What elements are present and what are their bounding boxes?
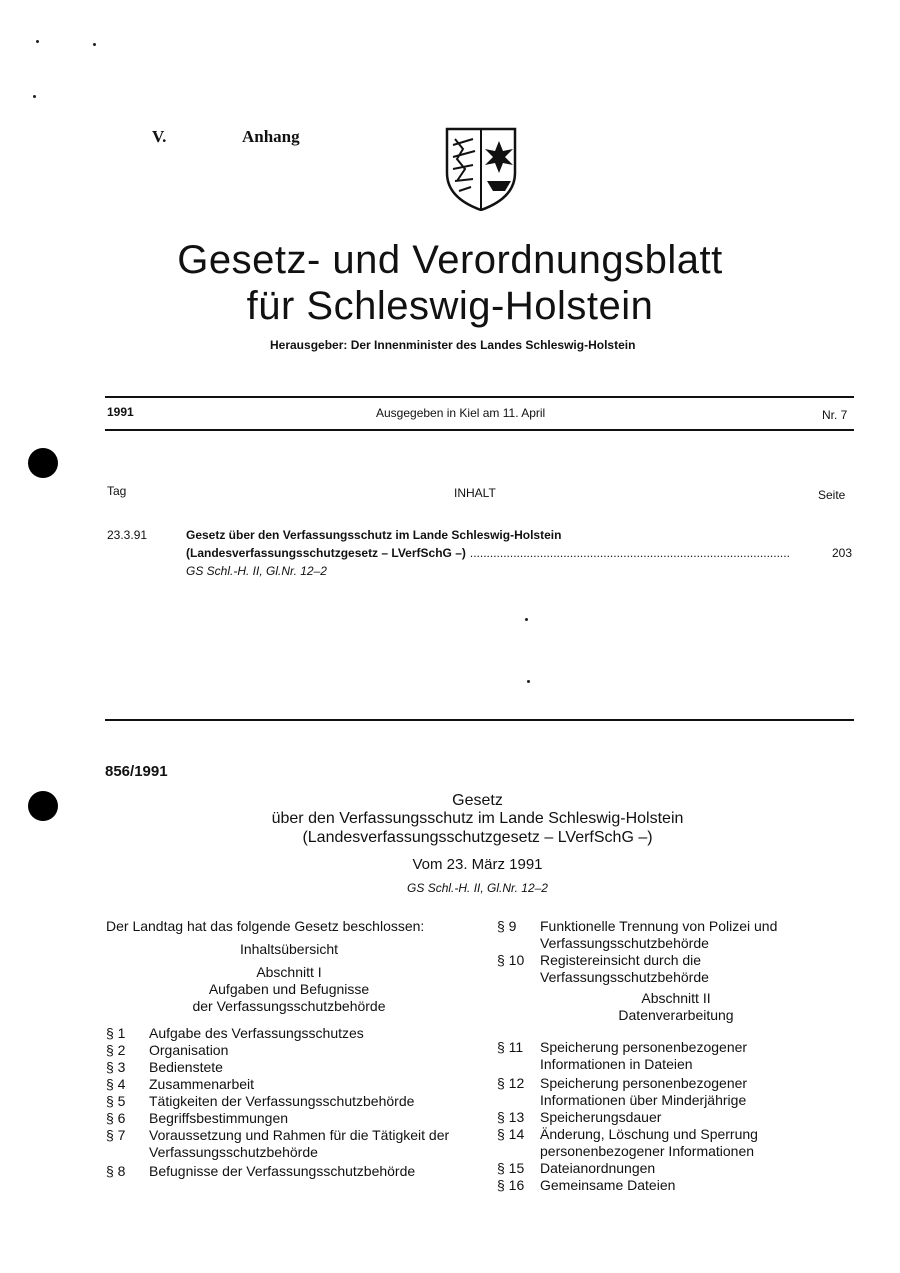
toc-left-column [106, 918, 472, 1180]
gazette-title-line2: für Schleswig-Holstein [246, 284, 654, 328]
contents-entry-title-line1: Gesetz über den Verfassungsschutz im Lande Schleswig-Holstein [186, 528, 562, 542]
scan-speck [527, 680, 530, 683]
toc-item: § 13 Speicherungsdauer [497, 1109, 662, 1125]
contents-entry-title [186, 526, 796, 580]
toc-item: § 15 Dateianordnungen [497, 1160, 656, 1176]
contents-entry-title-line2: (Landesverfassungsschutzgesetz – LVerfSchG –) [186, 546, 466, 560]
issue-date: Ausgegeben in Kiel am 11. April [376, 406, 546, 420]
toc-item: § 6 Begriffsbestimmungen [106, 1110, 289, 1126]
toc-item: § 5 Tätigkeiten der Verfassungsschutzbehörde [106, 1093, 415, 1109]
contents-entry-page: 203 [832, 546, 853, 560]
toc-item: § 16 Gemeinsame Dateien [497, 1177, 676, 1193]
law-heading: Gesetz [452, 792, 503, 809]
law-reference: GS Schl.-H. II, Gl.Nr. 12–2 [407, 881, 548, 895]
section2-title: Abschnitt II [641, 990, 711, 1006]
toc-heading: Inhaltsübersicht [239, 941, 339, 957]
issue-number: Nr. 7 [822, 408, 848, 422]
law-date: Vom 23. März 1991 [412, 856, 543, 873]
issue-year: 1991 [107, 405, 134, 419]
contents-col-page: Seite [818, 488, 846, 502]
scan-speck [33, 95, 36, 98]
scan-speck [525, 618, 528, 621]
toc-item: § 3 Bedienstete [106, 1059, 223, 1075]
section2-sub: Datenverarbeitung [618, 1007, 734, 1023]
toc-item: § 7 Voraussetzung und Rahmen für die Tätigkeit der Verfassungsschutzbehörde [106, 1127, 450, 1160]
toc-item: § 8 Befugnisse der Verfassungsschutzbehörde [106, 1163, 416, 1179]
toc-item: § 2 Organisation [106, 1042, 229, 1058]
punch-hole-upper [28, 448, 58, 478]
preamble: Der Landtag hat das folgende Gesetz beschlossen: [106, 918, 425, 934]
rule-issue-bottom [105, 429, 854, 431]
contents-entry-leader: ................................................................................................ [469, 546, 790, 560]
gazette-title-line1: Gesetz- und Verordnungsblatt [177, 238, 723, 282]
contents-entry-date: 23.3.91 [107, 528, 148, 542]
section-number: V. [152, 127, 167, 146]
rule-top [105, 396, 854, 398]
schleswig-holstein-crest-icon [443, 125, 519, 211]
doc-number: 856/1991 [105, 763, 168, 780]
toc-item: § 12 Speicherung personenbezogener Informationen über Minderjährige [497, 1075, 748, 1108]
law-subtitle: über den Verfassungsschutz im Lande Schleswig-Holstein [271, 810, 684, 827]
contents-col-day: Tag [107, 484, 127, 498]
toc-right-column [497, 918, 815, 1194]
section1-title: Abschnitt I [256, 964, 322, 980]
contents-entry-reference: GS Schl.-H. II, Gl.Nr. 12–2 [186, 564, 327, 578]
toc-item: § 14 Änderung, Löschung und Sperrung personenbezogener Informationen [497, 1126, 758, 1159]
toc-item: § 9 Funktionelle Trennung von Polizei und Verfassungsschutzbehörde [497, 918, 778, 951]
section-label: Anhang [242, 127, 300, 146]
rule-contents-bottom [105, 719, 854, 721]
section1-sub1: Aufgaben und Befugnisse [208, 981, 370, 997]
contents-col-content: INHALT [454, 486, 496, 500]
section1-sub2: der Verfassungsschutzbehörde [192, 998, 386, 1014]
scan-speck [36, 40, 39, 43]
toc-item: § 4 Zusammenarbeit [106, 1076, 255, 1092]
toc-item: § 1 Aufgabe des Verfassungsschutzes [106, 1025, 364, 1041]
toc-item: § 11 Speicherung personenbezogener Informationen in Dateien [497, 1039, 748, 1072]
law-short-title: (Landesverfassungsschutzgesetz – LVerfSchG –) [302, 829, 653, 846]
publisher-line: Herausgeber: Der Innenminister des Landes Schleswig-Holstein [270, 338, 636, 352]
scan-speck [93, 43, 96, 46]
toc-item: § 10 Registereinsicht durch die Verfassungsschutzbehörde [497, 952, 709, 985]
